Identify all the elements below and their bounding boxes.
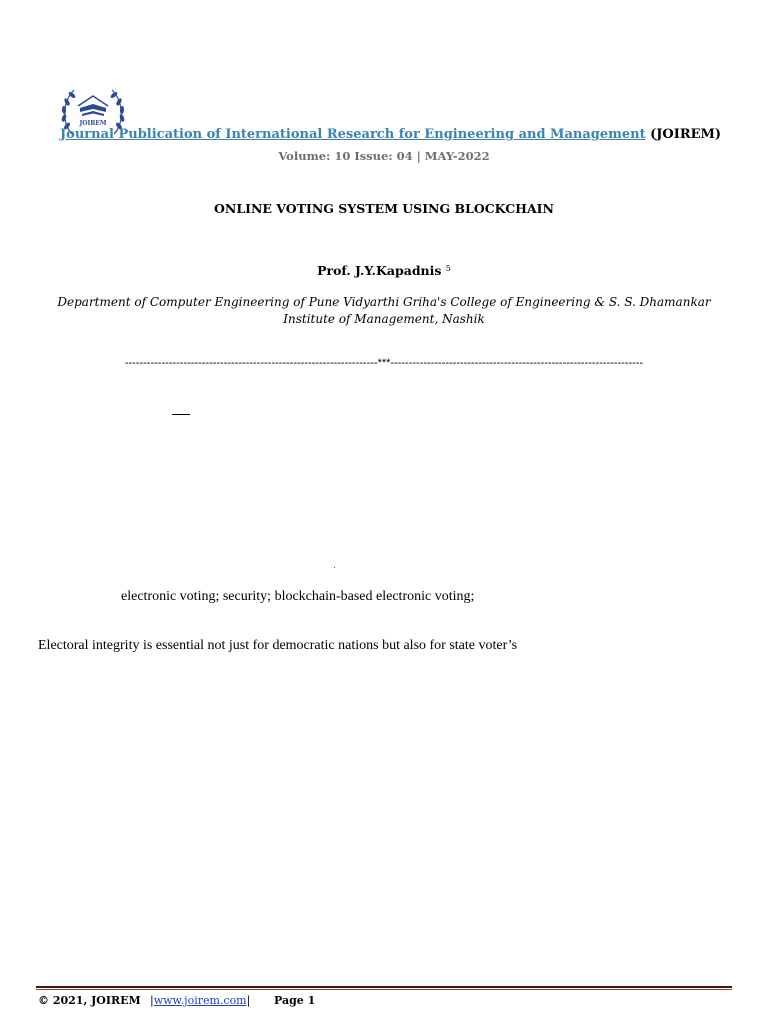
journal-name-link[interactable]: Journal Publication of International Research for Engineering and Management <box>60 127 646 142</box>
author-name: Prof. J.Y.Kapadnis <box>317 263 442 278</box>
section-divider: ---------------------------------------------------------------------***--------------------------------------------------------------------- <box>124 357 644 369</box>
paper-title: ONLINE VOTING SYSTEM USING BLOCKCHAIN <box>214 201 554 216</box>
logo-text: JOIREM <box>79 120 107 127</box>
website-link[interactable]: www.joirem.com <box>153 994 247 1007</box>
author-affiliation: Department of Computer Engineering of Pune Vidyarthi Griha's College of Engineering & S. S. Dhamankar Institute of Management, Nashik <box>57 295 711 326</box>
stray-dot <box>334 567 335 568</box>
footer-website: |www.joirem.com| <box>150 994 251 1007</box>
volume-issue-line: Volume: 10 Issue: 04 | MAY-2022 <box>278 149 490 163</box>
author-line <box>0 263 768 278</box>
journal-abbr: (JOIREM) <box>650 127 722 142</box>
footer-copyright: © 2021, JOIREM <box>38 994 141 1007</box>
author-superscript: 5 <box>445 264 451 273</box>
journal-header <box>60 127 720 142</box>
footer-page-number: Page 1 <box>274 994 316 1007</box>
intro-paragraph: Electoral integrity is essential not just for democratic nations but also for state voter’s <box>38 638 518 653</box>
em-dash-mark <box>172 414 190 415</box>
keywords-line: electronic voting; security; blockchain-based electronic voting; <box>121 589 475 604</box>
footer-rule <box>36 986 732 990</box>
page-footer <box>38 994 315 1007</box>
